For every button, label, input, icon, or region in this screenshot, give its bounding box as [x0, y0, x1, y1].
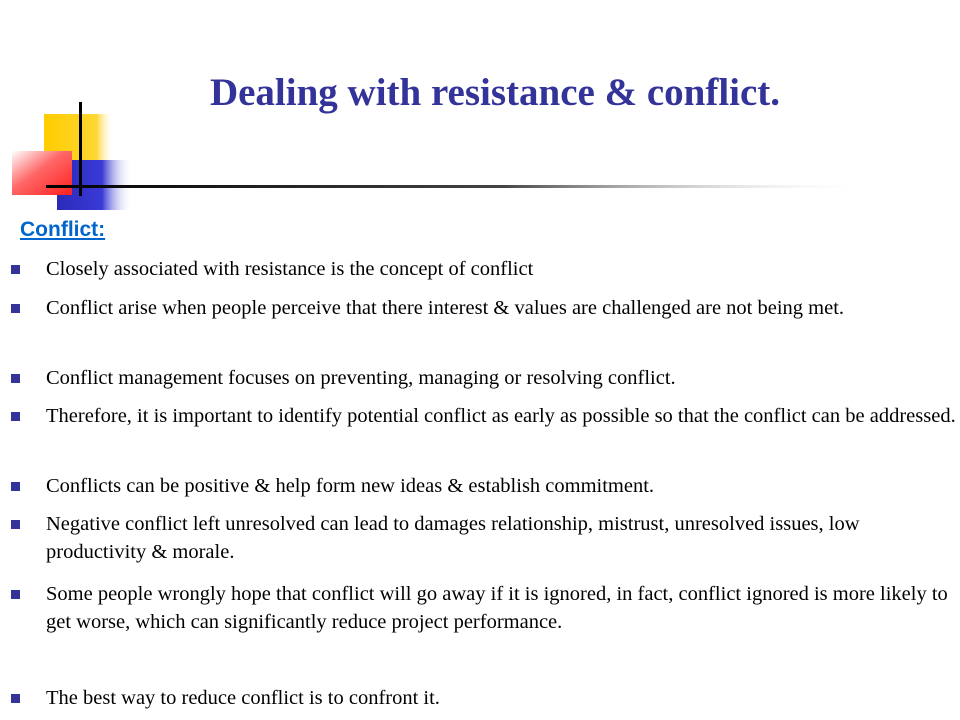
square-bullet-icon — [11, 265, 20, 274]
bullet-text: Conflict arise when people perceive that there interest & values are challenged are not being met. — [46, 297, 845, 319]
section-heading: Conflict: — [20, 218, 106, 241]
bullet-text: Negative conflict left unresolved can lead to damages relationship, mistrust, unresolved issues, low productivity & morale. — [46, 513, 860, 563]
square-bullet-icon — [11, 694, 20, 703]
bullet-text: Some people wrongly hope that conflict will go away if it is ignored, in fact, conflict ignored is more likely to get worse, which can significantly reduce project performance. — [46, 583, 948, 633]
square-bullet-icon — [11, 520, 20, 529]
square-bullet-icon — [11, 374, 20, 383]
square-bullet-icon — [11, 412, 20, 421]
bullet-text: The best way to reduce conflict is to confront it. — [46, 687, 440, 709]
bullet-text: Conflicts can be positive & help form new ideas & establish commitment. — [46, 475, 655, 497]
deco-horizontal-line — [46, 185, 876, 188]
bullet-text: Conflict management focuses on preventing, managing or resolving conflict. — [46, 367, 676, 389]
bullet-text: Therefore, it is important to identify potential conflict as early as possible so that the conflict can be addressed. — [46, 405, 956, 427]
slide-title: Dealing with resistance & conflict. — [209, 71, 781, 114]
bullet-text: Closely associated with resistance is the concept of conflict — [46, 258, 534, 280]
square-bullet-icon — [11, 482, 20, 491]
square-bullet-icon — [11, 590, 20, 599]
square-bullet-icon — [11, 304, 20, 313]
deco-red-square — [12, 151, 72, 195]
